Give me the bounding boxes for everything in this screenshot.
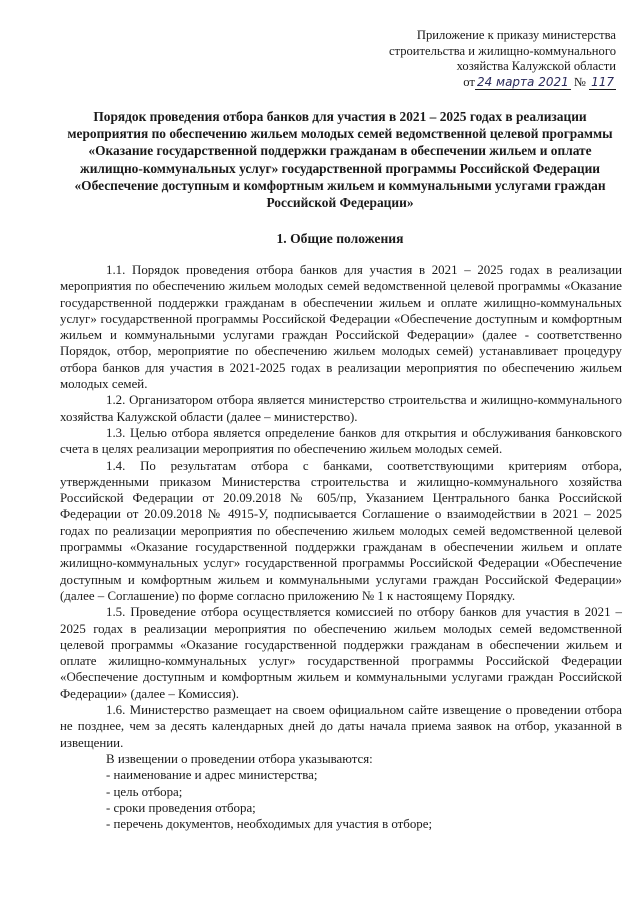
paragraph-1-4: 1.4. По результатам отбора с банками, соответствующими критериям отбора, утвержденными приказом Министерства строительства и жилищно-коммунального хозяйства Российской Федерации от 20.09.2018 № 605/пр, Указанием Центрального банка Российской Федерации от 20.09.2018 № 4915-У, подписывается Соглашение о взаимодействии в 2021 – 2025 годах по реализации мероприятия по обеспечению жильем молодых семей ведомственной целевой программы «Оказание государственной поддержки гражданам в обеспечении жильем и оплате жилищно-коммунальных услуг» государственной программы Российской Федерации «Обеспечение доступным и комфортным жильем и коммунальными услугами граждан Российской Федерации» (далее – Соглашение) по форме согласно приложению № 1 к настоящему Порядку. xyxy=(60,458,622,603)
annex-line-2: строительства и жилищно-коммунального xyxy=(388,43,616,58)
paragraph-1-2: 1.2. Организатором отбора является министерство строительства и жилищно-коммунального хозяйства Калужской области (далее – министерство). xyxy=(60,393,622,424)
paragraph-1-5: 1.5. Проведение отбора осуществляется комиссией по отбору банков для участия в 2021 – 2025 годах в реализации мероприятия по обеспечению жильем молодых семей ведомственной целевой программы «Оказание государственной поддержки гражданам в обеспечении жильем и оплате жилищно-коммунальных услуг» государственной программы Российской Федерации «Обеспечение доступным и комфортным жильем и коммунальными услугами граждан Российской Федерации» (далее – Комиссия). xyxy=(60,605,622,701)
annex-number-handwritten: 117 xyxy=(591,74,614,89)
notice-contents-list xyxy=(60,767,622,832)
list-item: - наименование и адрес министерства; xyxy=(106,768,318,783)
paragraph-1-1: 1.1. Порядок проведения отбора банков для участия в 2021 – 2025 годах в реализации мероприятия по обеспечению жильем молодых семей ведомственной целевой программы «Оказание государственной поддержки гражданам в обеспечении жильем и оплате жилищно-коммунальных услуг» государственной программы Российской Федерации «Обеспечение доступным и комфортным жильем и коммунальными услугами граждан Российской Федерации» (далее - соответственно Порядок, отбор, мероприятие по обеспечению жильем молодых семей) устанавливает процедуру отбора банков для участия в 2021-2025 годах в реализации мероприятия по обеспечению жильем молодых семей. xyxy=(60,263,622,392)
annex-from-label: от xyxy=(463,74,475,89)
annex-line-3: хозяйства Калужской области xyxy=(456,59,616,74)
list-intro: В извещении о проведении отбора указываются: xyxy=(106,751,373,766)
list-item: - цель отбора; xyxy=(106,784,183,799)
list-item: - сроки проведения отбора; xyxy=(106,800,256,815)
annex-line-1: Приложение к приказу министерства xyxy=(416,28,616,42)
section-heading: 1. Общие положения xyxy=(276,231,404,246)
list-item: - перечень документов, необходимых для участия в отборе; xyxy=(106,817,433,832)
annex-date-line xyxy=(356,75,616,91)
document-body xyxy=(60,262,622,832)
document-title: Порядок проведения отбора банков для участия в 2021 – 2025 годах в реализации мероприятия по обеспечению жильем молодых семей ведомственной целевой программы «Оказание государственной поддержки гражданам в обеспечении жильем и оплате жилищно-коммунальных услуг» государственной программы Российской Федерации «Обеспечение доступным и комфортным жильем и коммунальными услугами граждан Российской Федерации» xyxy=(67,109,613,211)
annex-date-handwritten: 24 марта 2021 xyxy=(476,74,569,89)
annex-number-label: № xyxy=(573,74,586,89)
paragraph-1-3: 1.3. Целью отбора является определение банков для открытия и обслуживания банковского счета в целях реализации мероприятия по обеспечению жильем молодых семей. xyxy=(60,425,622,457)
annex-block xyxy=(356,28,616,90)
paragraph-1-6: 1.6. Министерство размещает на своем официальном сайте извещение о проведении отбора не позднее, чем за десять календарных дней до даты начала приема заявок на отбор, указанной в извещении. xyxy=(60,703,622,750)
